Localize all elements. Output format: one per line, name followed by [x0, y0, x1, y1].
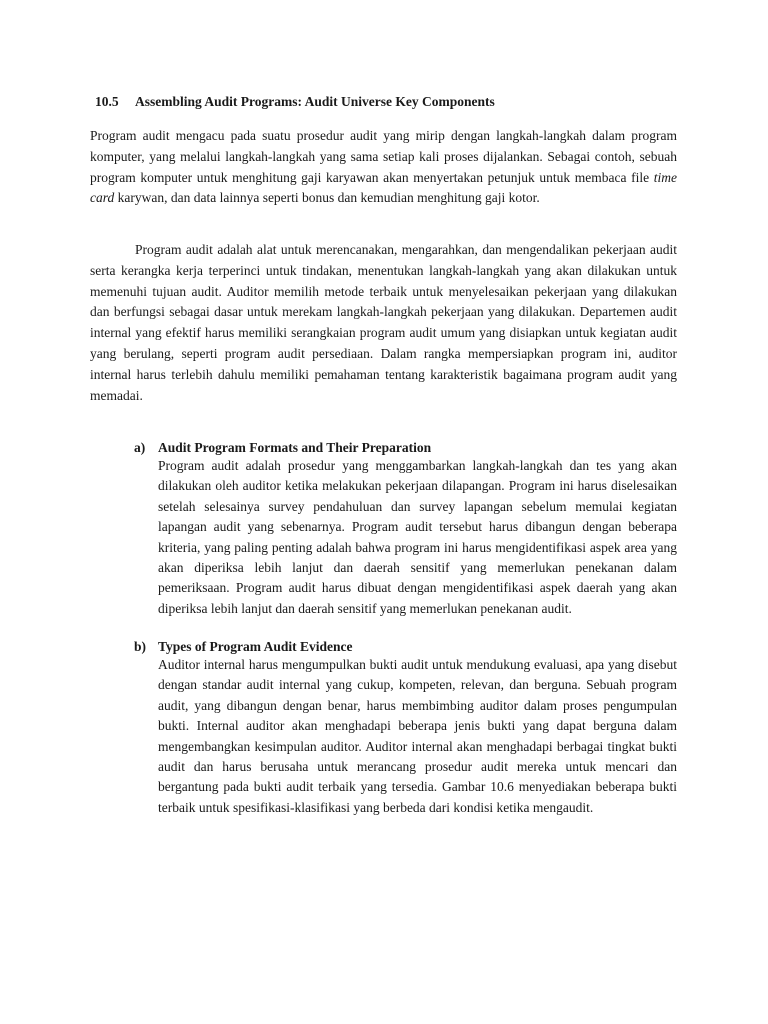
subsection-a-letter: a) — [134, 440, 146, 455]
subsection-a-body: Program audit adalah prosedur yang menggambarkan langkah-langkah dan tes yang akan dilakukan oleh auditor ketika melakukan pekerjaan dilapangan. Program ini harus diselesaikan setelah selesainya survey pendahuluan dan survey lapangan sebelum memulai kegiatan lapangan audit yang sebenarnya. Program audit tersebut harus dibangun dengan beberapa kriteria, yang paling penting adalah bahwa program ini harus mengidentifikasi aspek area yang akan diperiksa lebih lanjut dan daerah sensitif yang memerlukan penekanan dalam pemeriksaan. Program audit harus dibuat dengan mengidentifikasi aspek daerah yang akan diperiksa lebih lanjut dan daerah sensitif yang memerlukan penekanan audit. — [158, 458, 677, 616]
subsection-b-heading — [134, 638, 677, 655]
subsection-a-title: Audit Program Formats and Their Preparation — [158, 440, 432, 455]
subsection-b-letter: b) — [134, 639, 147, 654]
subsection-b — [134, 638, 677, 818]
intro-paragraph — [90, 126, 677, 209]
subsection-a — [134, 439, 677, 619]
subsection-a-heading — [134, 439, 677, 456]
body-paragraph-2: Program audit adalah alat untuk merencanakan, mengarahkan, dan mengendalikan pekerjaan audit serta kerangka kerja terperinci untuk tindakan, menentukan langkah-langkah yang akan dilakukan untuk memenuhi tujuan audit. Auditor memilih metode terbaik untuk menyelesaikan pekerjaan yang dilakukan dan berfungsi sebagai dasar untuk merekam langkah-langkah pekerjaan yang dilakukan. Departemen audit internal yang efektif harus memiliki serangkaian program audit umum yang disiapkan untuk kegiatan audit yang berulang, seperti program audit persediaan. Dalam rangka mempersiapkan program ini, auditor internal harus terlebih dahulu memiliki pemahaman tentang karakteristik bagaimana program audit yang memadai. — [90, 242, 677, 403]
section-title: Assembling Audit Programs: Audit Universe Key Components — [135, 94, 495, 109]
intro-text-end: karywan, dan data lainnya seperti bonus dan kemudian menghitung gaji kotor. — [114, 190, 540, 206]
subsection-b-title: Types of Program Audit Evidence — [158, 639, 353, 654]
section-heading — [95, 94, 495, 110]
subsection-b-body: Auditor internal harus mengumpulkan bukti audit untuk mendukung evaluasi, apa yang disebut dengan standar audit internal yang cukup, kompeten, relevan, dan berguna. Sebuah program audit, yang dibangun dengan benar, harus membimbing auditor dalam proses pengumpulan bukti. Internal auditor akan menghadapi beberapa jenis bukti yang dapat berguna dalam mengembangkan kesimpulan auditor. Auditor internal akan menghadapi berbagai tingkat bukti audit dan harus berusaha untuk merancang prosedur audit mereka untuk mencari dan bergantung pada bukti audit terbaik yang tersedia. Gambar 10.6 menyediakan beberapa bukti terbaik untuk spesifikasi-klasifikasi yang berbeda dari kondisi ketika mengaudit. — [158, 657, 677, 815]
section-number: 10.5 — [95, 94, 119, 109]
intro-italic-term: time card — [90, 169, 677, 206]
intro-text-start: Program audit mengacu pada suatu prosedur audit yang mirip dengan langkah-langkah dalam program komputer, yang melalui langkah-langkah yang sama setiap kali proses dijalankan. Sebagai contoh, sebuah program komputer untuk menghitung gaji karyawan akan menyertakan petunjuk untuk membaca file — [90, 128, 677, 185]
